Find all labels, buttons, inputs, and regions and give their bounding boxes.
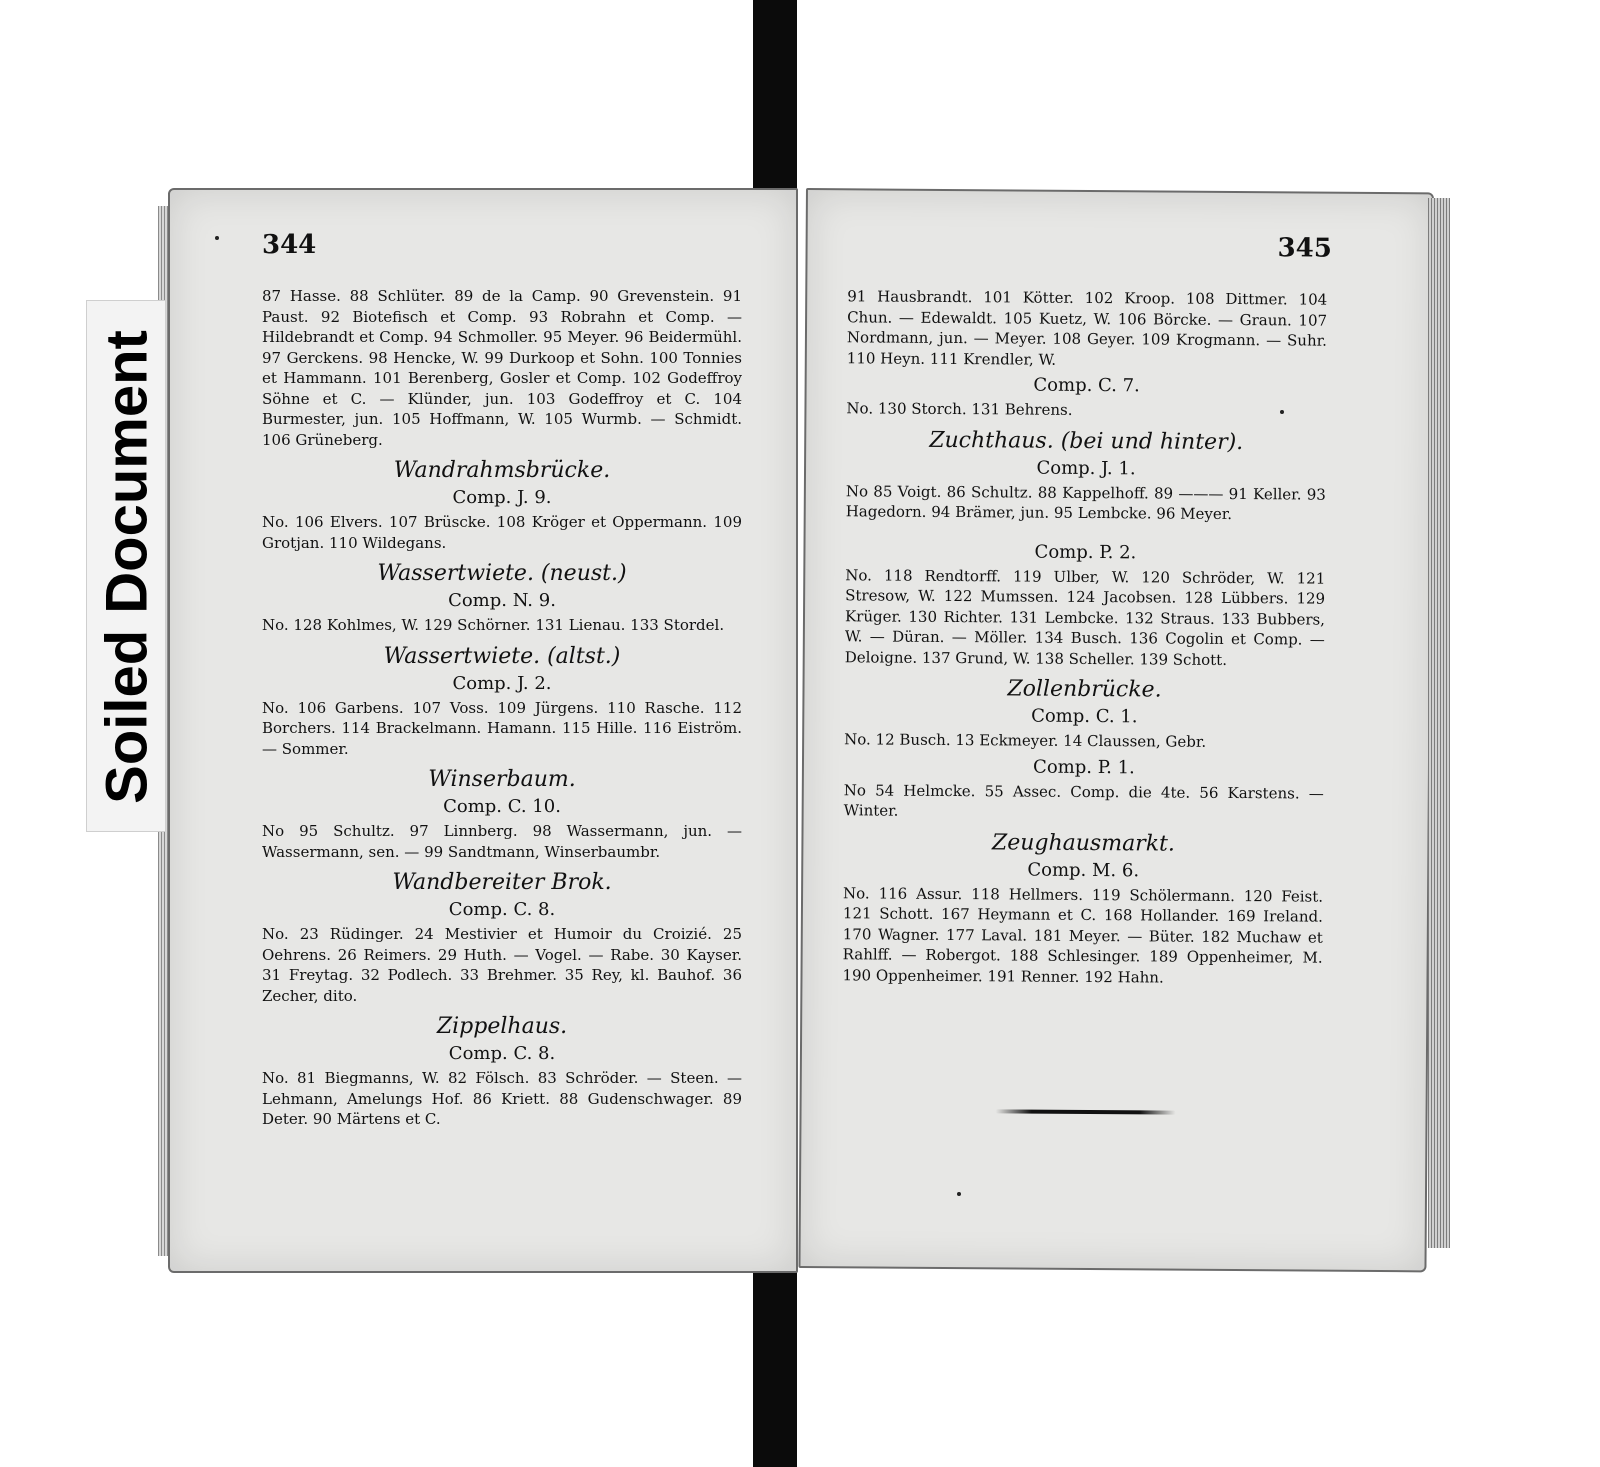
- section-heading: Wassertwiete. (neust.): [377, 561, 627, 586]
- soiled-document-label-text: Soiled Document: [94, 330, 160, 804]
- company-subheading: Comp. P. 2.: [1034, 541, 1137, 563]
- page-number-left: 344: [262, 230, 317, 260]
- company-subheading: Comp. J. 9.: [452, 487, 552, 508]
- left-page-content: [262, 286, 742, 1135]
- directory-entry: No. 81 Biegmanns, W. 82 Fölsch. 83 Schröder. — Steen. — Lehmann, Amelungs Hof. 86 Kriett. 88 Gudenschwager. 89 Deter. 90 Märtens et C.: [262, 1069, 742, 1128]
- company-subheading: Comp. J. 2.: [452, 672, 552, 694]
- directory-entry: No. 130 Storch. 131 Behrens.: [846, 399, 1073, 419]
- directory-entry: No. 23 Rüdinger. 24 Mestivier et Humoir du Croizié. 25 Oehrens. 26 Reimers. 29 Huth. — Vogel. — Rabe. 30 Kayser. 31 Freytag. 32 Podlech. 33 Brehmer. 35 Rey, kl. Bauhof. 36 Zecher, dito.: [262, 925, 742, 1005]
- section-heading: Zippelhaus.: [436, 1014, 568, 1039]
- section-heading: Winserbaum.: [428, 767, 576, 792]
- directory-entry: 91 Hausbrandt. 101 Kötter. 102 Kroop. 108 Dittmer. 104 Chun. — Edewaldt. 105 Kuetz, W. 106 Börcke. — Graun. 107 Nordmann, jun. — Meyer. 108 Geyer. 109 Krogmann. — Suhr. 110 Heyn. 111 Krendler, W.: [846, 287, 1328, 369]
- company-subheading: Comp. P. 1.: [1033, 756, 1135, 778]
- left-page: [168, 188, 798, 1273]
- directory-entry: No. 106 Elvers. 107 Brüscke. 108 Kröger et Oppermann. 109 Grotjan. 110 Wildegans.: [262, 513, 742, 552]
- directory-entry: No. 118 Rendtorff. 119 Ulber, W. 120 Schröder, W. 121 Stresow, W. 122 Mumssen. 124 Jacobsen. 128 Lübbers. 129 Krüger. 130 Richter. 131 Lembcke. 132 Straus. 133 Bubbers, W. — Düran. — Möller. 134 Busch. 136 Cogolin et Comp. — Deloigne. 137 Grund, W. 138 Scheller. 139 Schott.: [844, 565, 1326, 669]
- section-heading: Wassertwiete. (altst.): [383, 643, 621, 669]
- soiled-document-label: [86, 300, 166, 832]
- company-subheading: Comp. C. 10.: [443, 796, 561, 817]
- end-ornament-rule: [996, 1109, 1176, 1114]
- directory-entry: No. 106 Garbens. 107 Voss. 109 Jürgens. 110 Rasche. 112 Borchers. 114 Brackelmann. Hamann. 115 Hille. 116 Eiström. — Sommer.: [262, 698, 742, 758]
- section-heading: Zuchthaus. (bei und hinter).: [929, 427, 1244, 455]
- company-subheading: Comp. C. 8.: [448, 1043, 556, 1064]
- directory-entry: 87 Hasse. 88 Schlüter. 89 de la Camp. 90 Grevenstein. 91 Paust. 92 Biotefisch et Comp. 93 Robrahn et Comp. — Hildebrandt et Comp. 94 Schmoller. 95 Meyer. 96 Beidermühl. 97 Gerckens. 98 Hencke, W. 99 Durkoop et Sohn. 100 Tonnies et Hammann. 101 Berenberg, Gosler et Comp. 102 Godeffroy Söhne et C. — Klünder, jun. 103 Godeffroy et C. 104 Burmester, jun. 105 Hoffmann, W. 105 Wurmb. — Schmidt. 106 Grüneberg.: [262, 287, 742, 449]
- directory-entry: No 85 Voigt. 86 Schultz. 88 Kappelhoff. 89 ——— 91 Keller. 93 Hagedorn. 94 Brämer, jun. 95 Lembcke. 96 Meyer.: [845, 481, 1326, 523]
- directory-entry: No 54 Helmcke. 55 Assec. Comp. die 4te. 56 Karstens. — Winter.: [843, 780, 1324, 820]
- company-subheading: Comp. C. 8.: [448, 899, 556, 920]
- directory-entry: No. 116 Assur. 118 Hellmers. 119 Schölermann. 120 Feist. 121 Schott. 167 Heymann et C. 168 Hollander. 169 Ireland. 170 Wagner. 177 Laval. 181 Meyer. — Büter. 182 Muchaw et Rahlff. — Robergot. 188 Schlesinger. 189 Oppenheimer, M. 190 Oppenheimer. 191 Renner. 192 Hahn.: [842, 883, 1324, 987]
- company-subheading: Comp. C. 1.: [1031, 705, 1138, 728]
- directory-entry: No 95 Schultz. 97 Linnberg. 98 Wassermann, jun. — Wassermann, sen. — 99 Sandtmann, Winserbaumbr.: [262, 822, 742, 861]
- right-page-content: [842, 286, 1327, 993]
- company-subheading: Comp. C. 7.: [1033, 374, 1140, 397]
- section-heading: Wandrahmsbrücke.: [393, 458, 611, 483]
- section-heading: Zeughausmarkt.: [991, 829, 1176, 857]
- right-page: [798, 188, 1434, 1272]
- page-number-right: 345: [1277, 233, 1332, 264]
- paper-speck: [1280, 410, 1284, 414]
- company-subheading: Comp. M. 6.: [1027, 859, 1140, 881]
- paper-speck: [215, 236, 219, 240]
- paper-speck: [957, 1192, 961, 1196]
- company-subheading: Comp. N. 9.: [448, 590, 556, 611]
- company-subheading: Comp. J. 1.: [1036, 457, 1136, 479]
- right-page-edges: [1428, 198, 1450, 1248]
- spacer: [846, 527, 1326, 540]
- directory-entry: No. 12 Busch. 13 Eckmeyer. 14 Claussen, Gebr.: [844, 730, 1207, 751]
- section-heading: Zollenbrücke.: [1007, 676, 1162, 703]
- open-book: [160, 188, 1445, 1270]
- section-heading: Wandbereiter Brok.: [392, 870, 612, 895]
- directory-entry: No. 128 Kohlmes, W. 129 Schörner. 131 Lienau. 133 Stordel.: [262, 616, 725, 634]
